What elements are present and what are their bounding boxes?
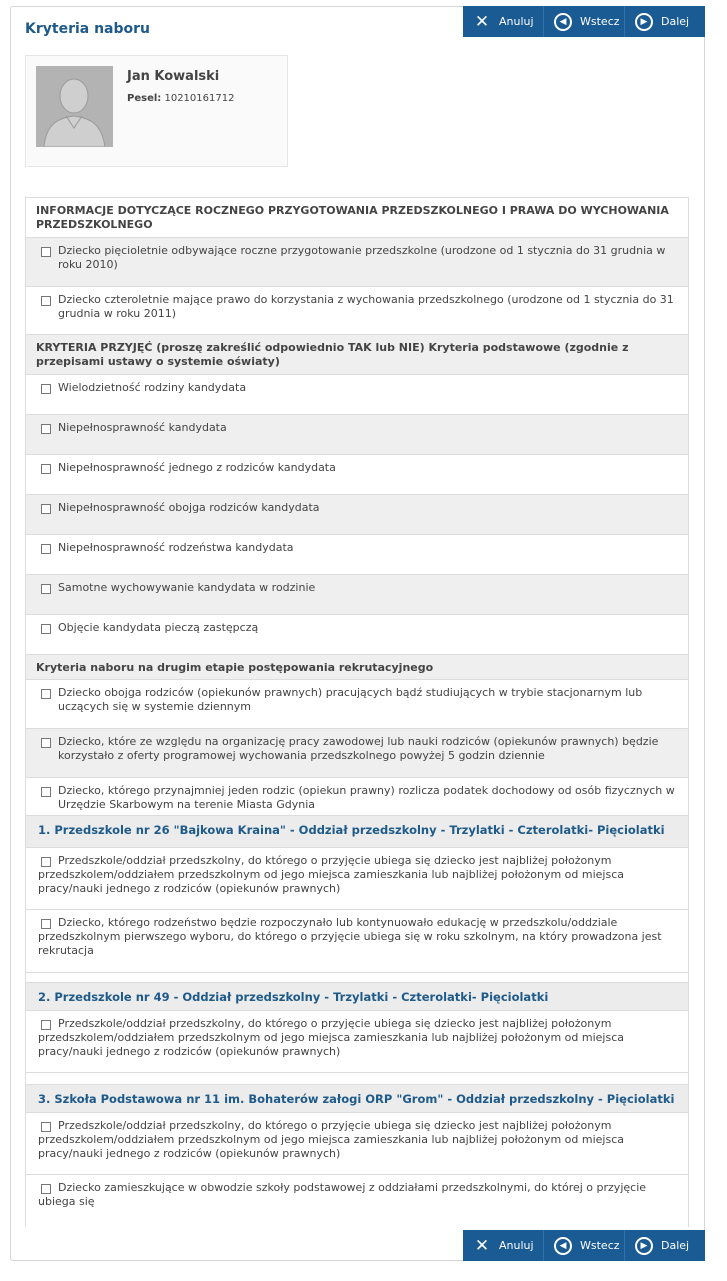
next-button[interactable] <box>625 6 705 37</box>
next-button[interactable] <box>625 1230 705 1261</box>
kindergarten-header: 2. Przedszkole nr 49 - Oddział przedszkolny - Trzylatki - Czterolatki- Pięciolatki <box>26 983 688 1011</box>
close-icon: ✕ <box>474 1235 490 1256</box>
criterion-label: Przedszkole/oddział przedszkolny, do którego o przyjęcie ubiega się dziecko jest najbliżej położonym przedszkolem/oddziałem przedszkolnym od jego miejsca zamieszkania lub najbliżej położonym od miejsca pracy/nauki jednego z rodziców (opiekunów prawnych) <box>38 1017 624 1058</box>
avatar <box>36 66 113 147</box>
criterion-row[interactable] <box>26 680 688 729</box>
checkbox[interactable] <box>41 919 51 929</box>
checkbox[interactable] <box>41 787 51 797</box>
criterion-label: Dziecko obojga rodziców (opiekunów prawnych) pracujących bądź studiujących w trybie stacjonarnym lub uczących się w systemie dziennym <box>58 686 643 713</box>
criterion-row[interactable] <box>26 535 688 575</box>
pesel-line <box>127 93 234 104</box>
user-silhouette-icon <box>36 66 113 147</box>
pesel-label: Pesel: <box>127 93 162 104</box>
page-title: Kryteria naboru <box>25 21 151 37</box>
checkbox[interactable] <box>41 504 51 514</box>
criterion-row[interactable] <box>26 910 688 973</box>
checkbox[interactable] <box>41 424 51 434</box>
back-arrow-icon: ◀ <box>554 1237 572 1255</box>
criterion-row[interactable] <box>26 375 688 415</box>
checkbox[interactable] <box>41 624 51 634</box>
next-label: Dalej <box>661 15 690 28</box>
criterion-row[interactable] <box>26 729 688 778</box>
criterion-row[interactable] <box>26 287 688 335</box>
criterion-label: Objęcie kandydata pieczą zastępczą <box>58 621 259 634</box>
kindergarten-header: 3. Szkoła Podstawowa nr 11 im. Bohaterów załogi ORP "Grom" - Oddział przedszkolny - Pięciolatki <box>26 1085 688 1113</box>
back-button[interactable] <box>544 1230 625 1261</box>
criterion-row[interactable] <box>26 238 688 287</box>
next-label: Dalej <box>661 1239 690 1252</box>
next-arrow-icon: ▶ <box>635 13 653 31</box>
criterion-label: Dziecko czteroletnie mające prawo do korzystania z wychowania przedszkolnego (urodzone od 1 stycznia do 31 grudnia w roku 2011) <box>58 293 674 320</box>
criterion-row[interactable] <box>26 1011 688 1073</box>
checkbox[interactable] <box>41 584 51 594</box>
criterion-row[interactable] <box>26 455 688 495</box>
cancel-label: Anuluj <box>499 1239 534 1252</box>
criterion-label: Przedszkole/oddział przedszkolny, do którego o przyjęcie ubiega się dziecko jest najbliżej położonym przedszkolem/oddziałem przedszkolnym od jego miejsca zamieszkania lub najbliżej położonym od miejsca pracy/nauki jednego z rodziców (opiekunów prawnych) <box>38 854 624 895</box>
checkbox[interactable] <box>41 1122 51 1132</box>
back-arrow-icon: ◀ <box>554 13 572 31</box>
row-spacer <box>26 1073 688 1085</box>
criterion-label: Dziecko, którego rodzeństwo będzie rozpoczynało lub kontynuowało edukację w przedszkolu/oddziale przedszkolnym pierwszego wyboru, do którego o przyjęcie ubiega się w roku szkolnym, na który prowadzona jest rekrutacja <box>38 916 662 957</box>
cancel-button[interactable] <box>463 1230 544 1261</box>
criterion-label: Niepełnosprawność obojga rodziców kandydata <box>58 501 320 514</box>
checkbox[interactable] <box>41 1020 51 1030</box>
checkbox[interactable] <box>41 857 51 867</box>
checkbox[interactable] <box>41 1184 51 1194</box>
criterion-row[interactable] <box>26 1175 688 1227</box>
checkbox[interactable] <box>41 464 51 474</box>
user-name: Jan Kowalski <box>127 69 220 84</box>
criterion-row[interactable] <box>26 415 688 455</box>
criterion-row[interactable] <box>26 1113 688 1175</box>
top-toolbar <box>463 6 705 37</box>
kindergarten-header: 1. Przedszkole nr 26 "Bajkowa Kraina" - Oddział przedszkolny - Trzylatki - Czterolatki- Pięciolatki <box>26 816 688 848</box>
back-label: Wstecz <box>580 15 620 28</box>
checkbox[interactable] <box>41 689 51 699</box>
criterion-label: Dziecko, którego przynajmniej jeden rodzic (opiekun prawny) rozlicza podatek dochodowy od osób fizycznych w Urzędzie Skarbowym na terenie Miasta Gdynia <box>58 784 675 811</box>
criterion-label: Niepełnosprawność kandydata <box>58 421 227 434</box>
criterion-label: Przedszkole/oddział przedszkolny, do którego o przyjęcie ubiega się dziecko jest najbliżej położonym przedszkolem/oddziałem przedszkolnym od jego miejsca zamieszkania lub najbliżej położonym od miejsca pracy/nauki jednego z rodziców (opiekunów prawnych) <box>38 1119 624 1160</box>
criterion-label: Dziecko zamieszkujące w obwodzie szkoły podstawowej z oddziałami przedszkolnymi, do której o przyjęcie ubiega się <box>38 1181 647 1208</box>
checkbox[interactable] <box>41 738 51 748</box>
criterion-label: Dziecko pięcioletnie odbywające roczne przygotowanie przedszkolne (urodzone od 1 stycznia do 31 grudnia w roku 2010) <box>58 244 666 271</box>
checkbox[interactable] <box>41 544 51 554</box>
section-header: KRYTERIA PRZYJĘĆ (proszę zakreślić odpowiednio TAK lub NIE) Kryteria podstawowe (zgodnie z przepisami ustawy o systemie oświaty) <box>26 335 688 375</box>
checkbox[interactable] <box>41 296 51 306</box>
cancel-button[interactable] <box>463 6 544 37</box>
criterion-label: Niepełnosprawność rodzeństwa kandydata <box>58 541 294 554</box>
criterion-label: Dziecko, które ze względu na organizację pracy zawodowej lub nauki rodziców (opiekunów prawnych) będzie korzystało z oferty programowej wychowania przedszkolnego powyżej 5 godzin dziennie <box>58 735 659 762</box>
cancel-label: Anuluj <box>499 15 534 28</box>
checkbox[interactable] <box>41 247 51 257</box>
next-arrow-icon: ▶ <box>635 1237 653 1255</box>
criterion-label: Niepełnosprawność jednego z rodziców kandydata <box>58 461 336 474</box>
profile-card <box>25 55 288 167</box>
back-button[interactable] <box>544 6 625 37</box>
criterion-row[interactable] <box>26 778 688 816</box>
back-label: Wstecz <box>580 1239 620 1252</box>
criteria-table <box>25 197 689 1227</box>
criterion-label: Samotne wychowywanie kandydata w rodzinie <box>58 581 316 594</box>
criterion-row[interactable] <box>26 575 688 615</box>
bottom-toolbar <box>463 1230 705 1261</box>
pesel-value: 10210161712 <box>164 93 235 104</box>
section-header: Kryteria naboru na drugim etapie postępowania rekrutacyjnego <box>26 655 688 680</box>
criterion-row[interactable] <box>26 848 688 910</box>
row-spacer <box>26 973 688 983</box>
criterion-label: Wielodzietność rodziny kandydata <box>58 381 247 394</box>
criterion-row[interactable] <box>26 495 688 535</box>
section-header: INFORMACJE DOTYCZĄCE ROCZNEGO PRZYGOTOWANIA PRZEDSZKOLNEGO I PRAWA DO WYCHOWANIA PRZEDSZKOLNEGO <box>26 198 688 238</box>
checkbox[interactable] <box>41 384 51 394</box>
criterion-row[interactable] <box>26 615 688 655</box>
close-icon: ✕ <box>474 11 490 32</box>
